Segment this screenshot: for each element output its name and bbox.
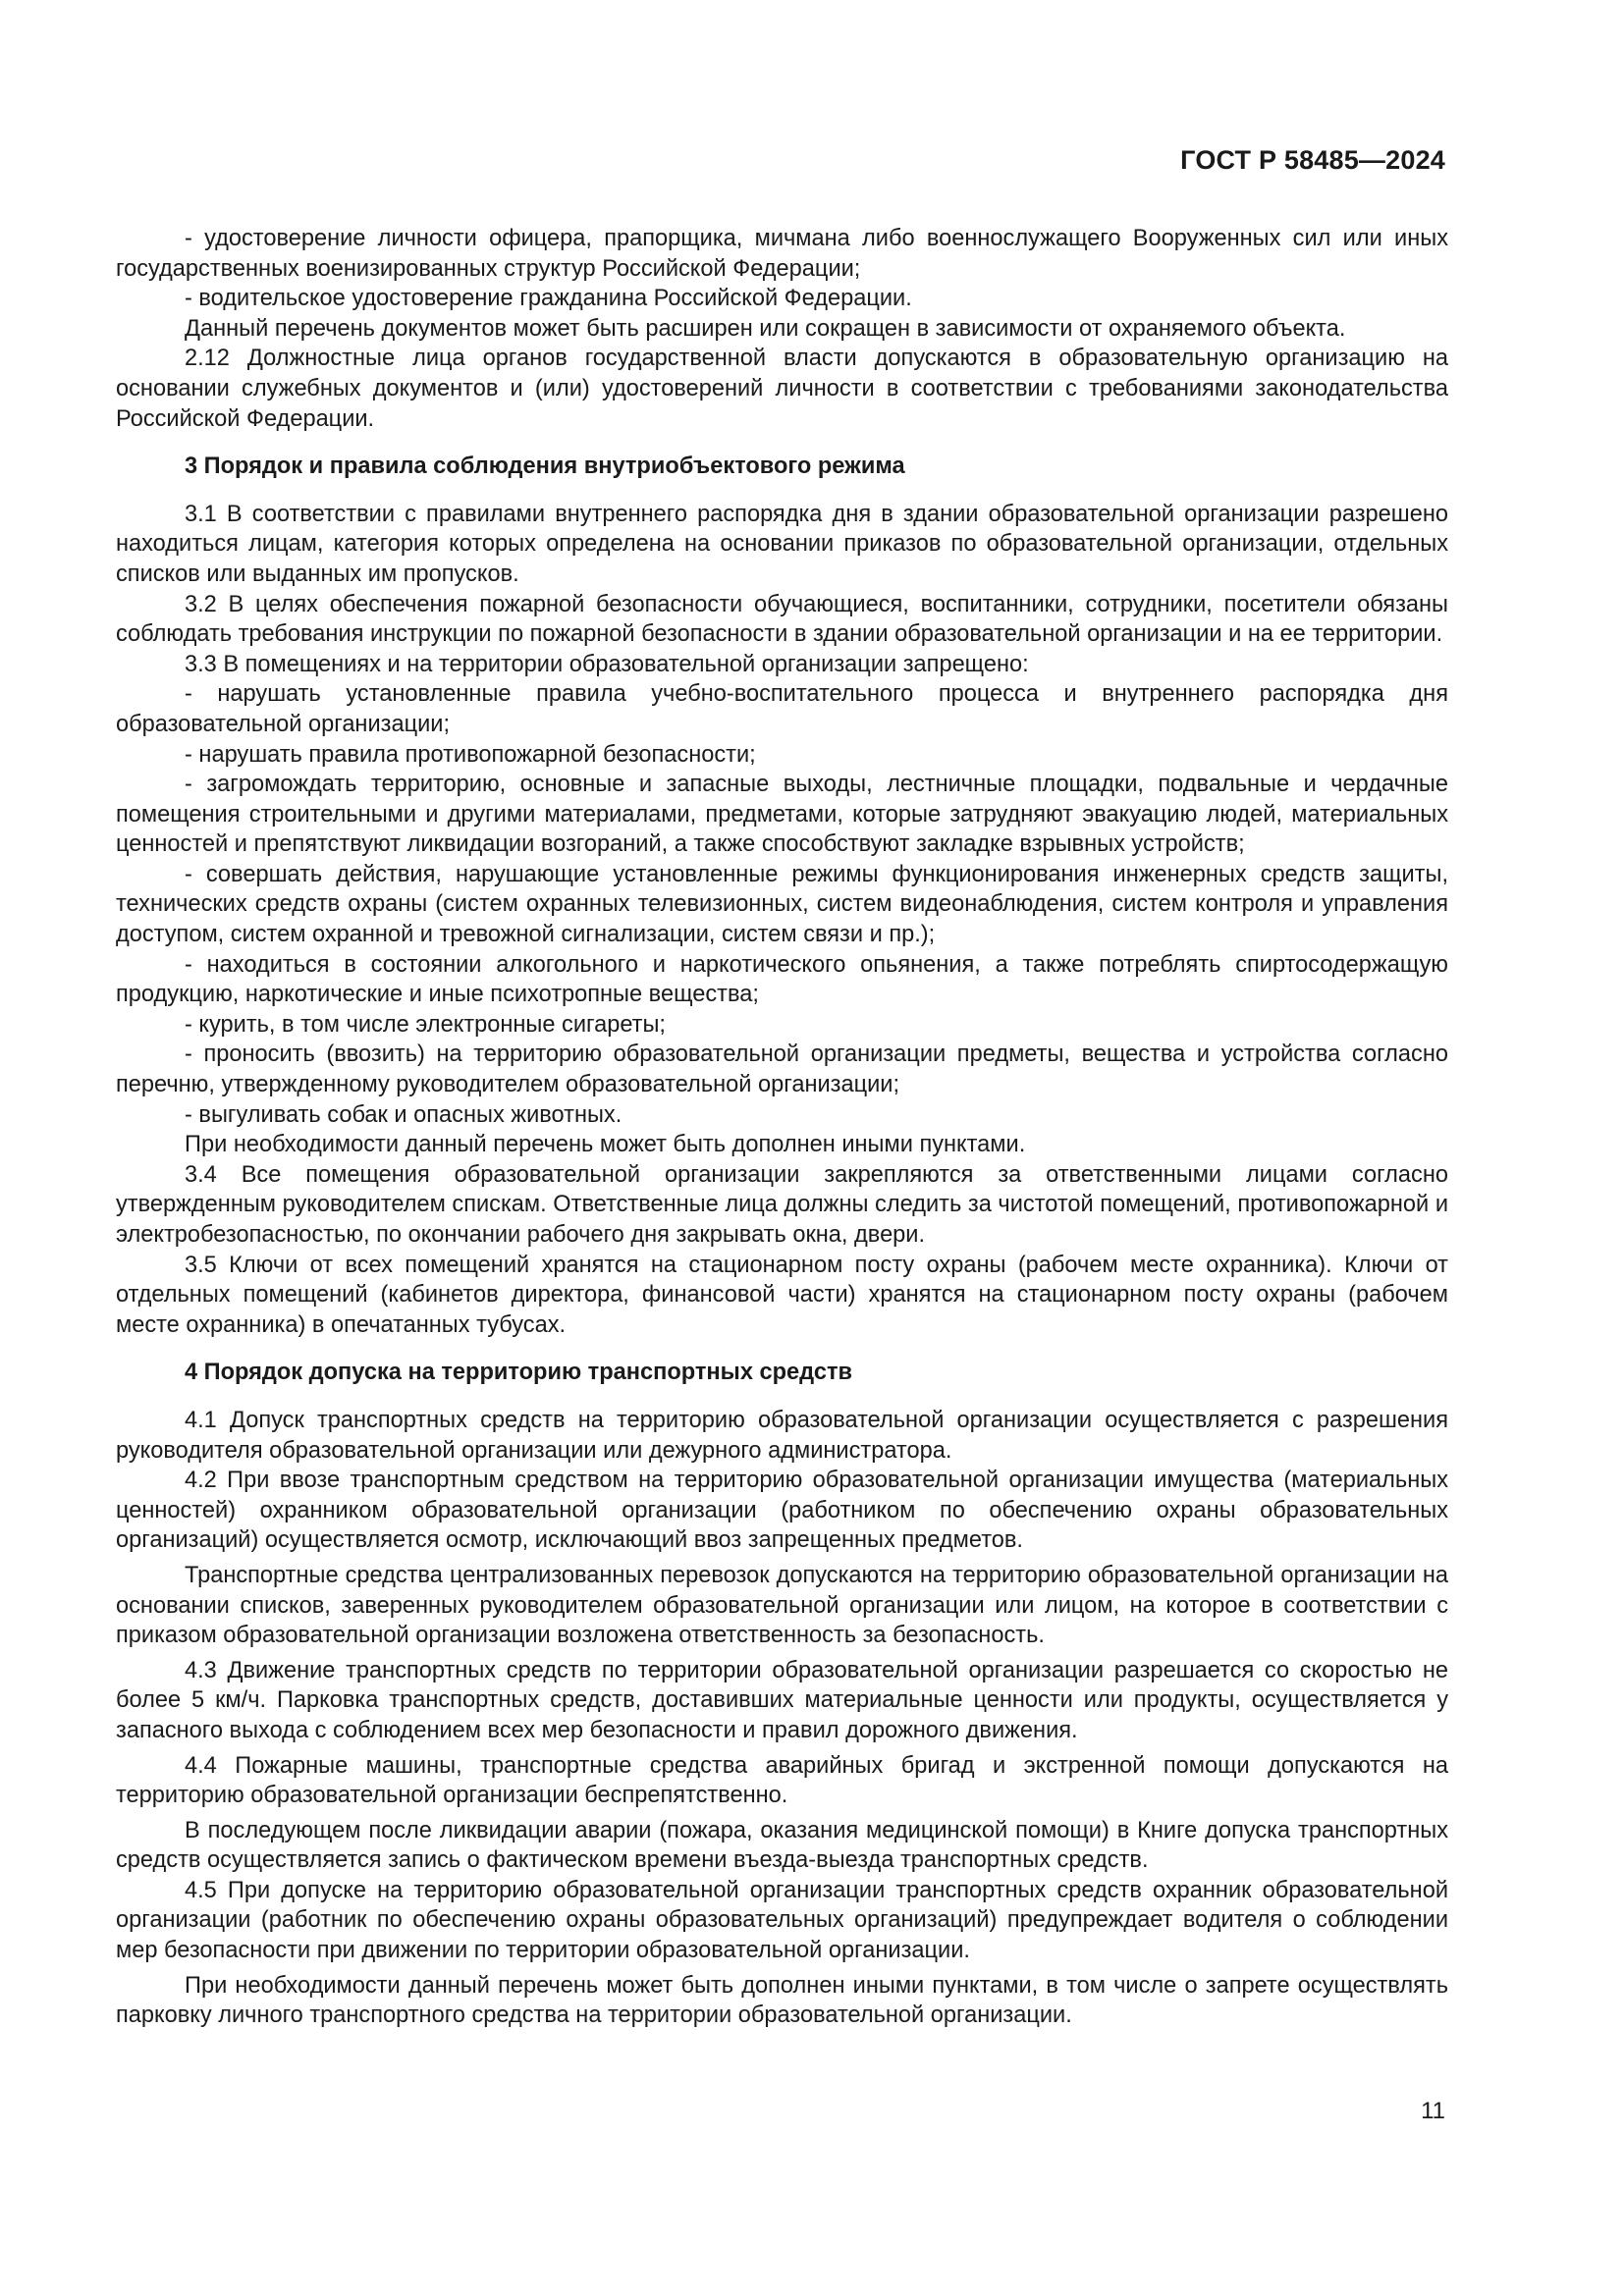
- spacer: [116, 482, 1448, 500]
- paragraph: 4.1 Допуск транспортных средств на территорию образовательной организации осуществляется с разрешения руководителя образовательной организации или дежурного администратора.: [116, 1407, 1448, 1464]
- document-body: [116, 224, 1448, 2031]
- paragraph: В последующем после ликвидации аварии (пожара, оказания медицинской помощи) в Книге допуска транспортных средств осуществляется запись о фактическом времени въезда-выезда транспортных средств.: [116, 1817, 1448, 1874]
- list-item: - выгуливать собак и опасных животных.: [185, 1101, 623, 1128]
- spacer: [116, 1340, 1448, 1358]
- list-item: - совершать действия, нарушающие установленные режимы функционирования инженерных средств защиты, технических средств охраны (систем охранных телевизионных, систем видеонаблюдения, систем контроля и управления доступом, систем охранной и тревожной сигнализации, систем связи и пр.);: [116, 861, 1448, 948]
- page-number: 11: [1421, 2098, 1445, 2124]
- section-heading-4: 4 Порядок допуска на территорию транспортных средств: [185, 1360, 853, 1386]
- section-heading-3: 3 Порядок и правила соблюдения внутриобъектового режима: [185, 454, 905, 480]
- paragraph: При необходимости данный перечень может быть дополнен иными пунктами.: [185, 1132, 1026, 1158]
- paragraph: 4.5 При допуске на территорию образовательной организации транспортных средств охранник образовательной организации (работник по обеспечению охраны образовательных организаций) предупреждает водителя о соблюдении мер безопасности при движении по территории образовательной организации.: [116, 1877, 1448, 1964]
- paragraph: При необходимости данный перечень может быть дополнен иными пунктами, в том числе о запрете осуществлять парковку личного транспортного средства на территории образовательной организации.: [116, 1972, 1448, 2029]
- paragraph: Данный перечень документов может быть расширен или сокращен в зависимости от охраняемого объекта.: [185, 315, 1346, 342]
- document-header: ГОСТ Р 58485—2024: [1180, 145, 1445, 175]
- paragraph: Транспортные средства централизованных перевозок допускаются на территорию образовательной организации на основании списков, заверенных руководителем образовательной организации или лицом, на которое в соответствии с приказом образовательной организации возложена ответственность за безопасность.: [116, 1562, 1448, 1649]
- list-item: - находиться в состоянии алкогольного и наркотического опьянения, а также потреблять спиртосодержащую продукцию, наркотические и иные психотропные вещества;: [116, 951, 1448, 1008]
- list-item: - нарушать установленные правила учебно-воспитательного процесса и внутреннего распорядка дня образовательной организации;: [116, 681, 1448, 737]
- paragraph: 3.2 В целях обеспечения пожарной безопасности обучающиеся, воспитанники, сотрудники, посетители обязаны соблюдать требования инструкции по пожарной безопасности в здании образовательной организации и на ее территории.: [116, 591, 1448, 648]
- list-item: - курить, в том числе электронные сигареты;: [185, 1011, 666, 1038]
- paragraph: 3.1 В соответствии с правилами внутреннего распорядка дня в здании образовательной организации разрешено находиться лицам, категория которых определена на основании приказов по образовательной организации, отдельных списков или выданных им пропусков.: [116, 501, 1448, 587]
- paragraph: 4.2 При ввозе транспортным средством на территорию образовательной организации имущества (материальных ценностей) охранником образовательной организации (работником по обеспечению охраны образовательных организаций) осуществляется осмотр, исключающий ввоз запрещенных предметов.: [116, 1468, 1448, 1554]
- spacer: [116, 1388, 1448, 1406]
- list-item: - нарушать правила противопожарной безопасности;: [185, 741, 756, 768]
- paragraph: 3.3 В помещениях и на территории образовательной организации запрещено:: [185, 651, 1029, 677]
- list-item: - проносить (ввозить) на территорию образовательной организации предметы, вещества и устройства согласно перечню, утвержденному руководителем образовательной организации;: [116, 1041, 1448, 1098]
- paragraph: 4.3 Движение транспортных средств по территории образовательной организации разрешается со скоростью не более 5 км/ч. Парковка транспортных средств, доставивших материальные ценности или продукты, осуществляется у запасного выхода с соблюдением всех мер безопасности и правил дорожного движения.: [116, 1657, 1448, 1743]
- paragraph: 4.4 Пожарные машины, транспортные средства аварийных бригад и экстренной помощи допускаются на территорию образовательной организации беспрепятственно.: [116, 1752, 1448, 1809]
- list-item: - загромождать территорию, основные и запасные выходы, лестничные площадки, подвальные и чердачные помещения строительными и другими материалами, предметами, которые затрудняют эвакуацию людей, материальных ценностей и препятствуют ликвидации возгораний, а также способствуют закладке взрывных устройств;: [116, 772, 1448, 858]
- paragraph: 2.12 Должностные лица органов государственной власти допускаются в образовательную организацию на основании служебных документов и (или) удостоверений личности в соответствии с требованиями законодательства Российской Федерации.: [116, 346, 1448, 432]
- paragraph: - водительское удостоверение гражданина Российской Федерации.: [185, 286, 912, 312]
- paragraph: 3.4 Все помещения образовательной организации закрепляются за ответственными лицами согласно утвержденным руководителем спискам. Ответственные лица должны следить за чистотой помещений, противопожарной и электробезопасностью, по окончании рабочего дня закрывать окна, двери.: [116, 1161, 1448, 1248]
- spacer: [116, 434, 1448, 452]
- paragraph: 3.5 Ключи от всех помещений хранятся на стационарном посту охраны (рабочем месте охранника). Ключи от отдельных помещений (кабинетов директора, финансовой части) хранятся на стационарном посту охраны (рабочем месте охранника) в опечатанных тубусах.: [116, 1252, 1448, 1338]
- paragraph: - удостоверение личности офицера, прапорщика, мичмана либо военнослужащего Вооруженных сил или иных государственных военизированных структур Российской Федерации;: [116, 226, 1448, 282]
